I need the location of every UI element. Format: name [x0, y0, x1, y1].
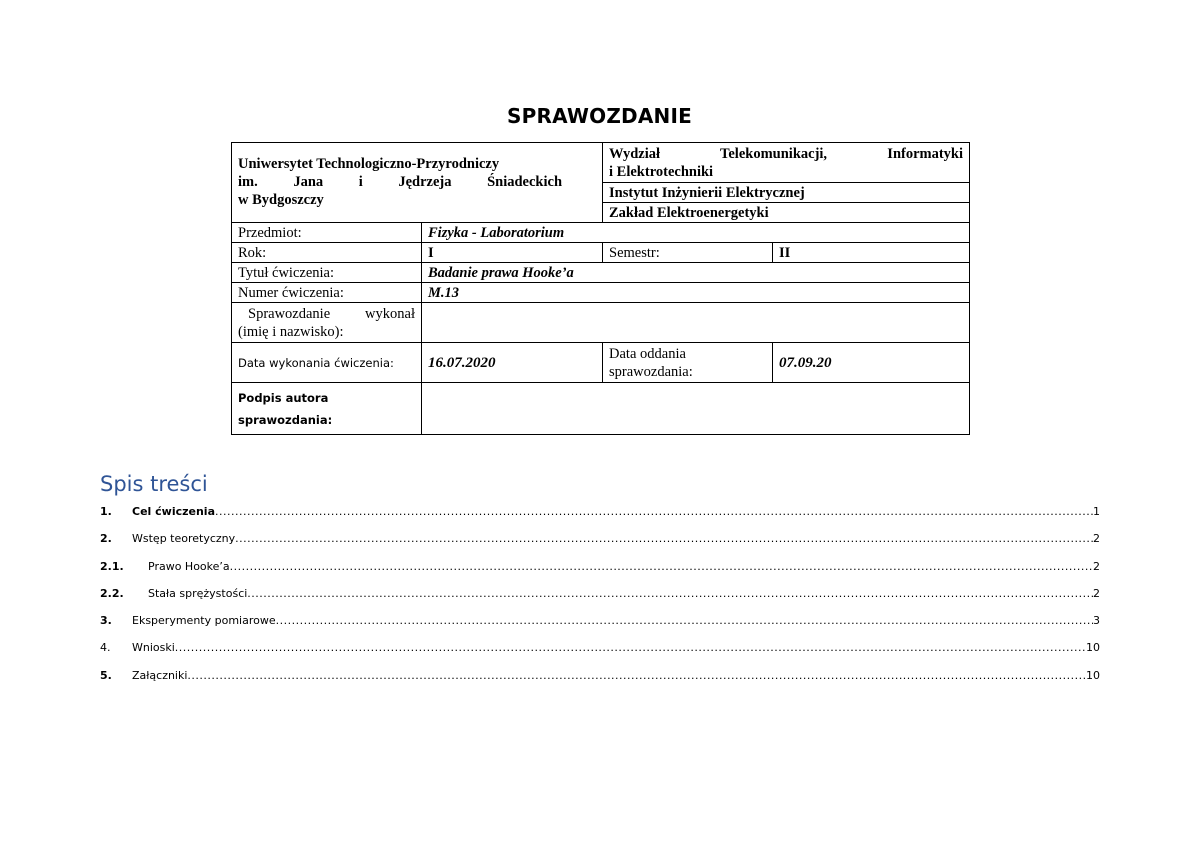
toc-leader-dots — [175, 638, 1086, 658]
exercise-title-label: Tytuł ćwiczenia: — [232, 263, 422, 283]
faculty-line-1: Wydział Telekomunikacji, Informatyki — [609, 146, 964, 162]
toc-entry-label: Stała sprężystości — [148, 586, 248, 600]
author-value[interactable] — [422, 303, 970, 343]
year-value: I — [422, 243, 603, 263]
toc-leader-dots — [276, 611, 1093, 631]
toc-entry-label: Załączniki — [132, 668, 188, 682]
author-label — [232, 303, 422, 343]
signature-value[interactable] — [422, 383, 970, 435]
toc-entry[interactable] — [100, 502, 1100, 529]
toc-heading: Spis treści — [100, 472, 208, 496]
exercise-title-value: Badanie prawa Hooke’a — [422, 263, 970, 283]
toc-entry-page: 3 — [1093, 614, 1100, 628]
university-line-2: im. Jana i Jędrzeja Śniadeckich — [238, 174, 563, 190]
signature-label-line-1: Podpis autora — [238, 390, 329, 405]
toc-entry-label: Wstęp teoretyczny — [132, 532, 236, 546]
toc-entry-label: Prawo Hooke’a — [148, 559, 230, 573]
toc-entry-page: 2 — [1093, 559, 1100, 573]
toc-entry-number: 4. — [100, 641, 111, 655]
toc-entry-page: 1 — [1093, 505, 1100, 518]
date-done-label: Data wykonania ćwiczenia: — [232, 343, 422, 383]
author-label-line-2: (imię i nazwisko): — [238, 323, 344, 340]
subject-label: Przedmiot: — [232, 223, 422, 243]
toc-entry-number: 2. — [100, 532, 112, 546]
institute-cell: Instytut Inżynierii Elektrycznej — [603, 183, 970, 203]
date-submitted-label-line-2: sprawozdania: — [609, 363, 693, 380]
toc-entry[interactable] — [100, 638, 1100, 665]
toc-entry[interactable] — [100, 529, 1100, 556]
date-done-value: 16.07.2020 — [422, 343, 603, 383]
signature-label-line-2: sprawozdania: — [238, 412, 333, 427]
date-submitted-label-line-1: Data oddania — [609, 345, 686, 362]
toc-entry-number: 5. — [100, 668, 112, 682]
toc-entry-page: 10 — [1086, 668, 1100, 682]
toc-entry[interactable] — [100, 557, 1100, 584]
exercise-number-value: M.13 — [422, 283, 970, 303]
document-title: SPRAWOZDANIE — [507, 104, 692, 128]
toc-entry-number: 1. — [100, 505, 112, 518]
year-label: Rok: — [232, 243, 422, 263]
toc-entry-label: Wnioski — [132, 641, 175, 655]
university-line-1: Uniwersytet Technologiczno-Przyrodniczy — [238, 156, 500, 172]
faculty-cell — [603, 143, 970, 183]
semester-value: II — [773, 243, 970, 263]
toc-leader-dots — [247, 584, 1093, 604]
toc-leader-dots — [215, 502, 1093, 522]
university-line-3: w Bydgoszczy — [238, 192, 324, 208]
university-cell — [232, 143, 603, 223]
toc-entry-page: 10 — [1086, 641, 1100, 655]
exercise-number-label: Numer ćwiczenia: — [232, 283, 422, 303]
report-header-table — [231, 142, 970, 435]
toc-entry[interactable] — [100, 611, 1100, 638]
toc-entry-label: Cel ćwiczenia — [132, 505, 215, 518]
toc-leader-dots — [230, 557, 1093, 577]
date-submitted-value: 07.09.20 — [773, 343, 970, 383]
toc-entry[interactable] — [100, 666, 1100, 693]
subject-value: Fizyka - Laboratorium — [422, 223, 970, 243]
author-label-line-1: Sprawozdanie wykonał — [248, 305, 415, 322]
signature-label — [232, 383, 422, 435]
date-submitted-label — [603, 343, 773, 383]
semester-label: Semestr: — [603, 243, 773, 263]
department-cell: Zakład Elektroenergetyki — [603, 203, 970, 223]
toc-entry[interactable] — [100, 584, 1100, 611]
toc-entry-page: 2 — [1093, 586, 1100, 600]
faculty-line-2: i Elektrotechniki — [609, 164, 714, 180]
toc-leader-dots — [187, 666, 1086, 686]
toc-leader-dots — [235, 529, 1093, 549]
toc-entry-number: 3. — [100, 614, 112, 628]
toc-entry-page: 2 — [1093, 532, 1100, 546]
table-of-contents — [100, 502, 1100, 693]
toc-entry-number: 2.2. — [100, 586, 124, 600]
toc-entry-number: 2.1. — [100, 559, 124, 573]
toc-entry-label: Eksperymenty pomiarowe — [132, 614, 276, 628]
